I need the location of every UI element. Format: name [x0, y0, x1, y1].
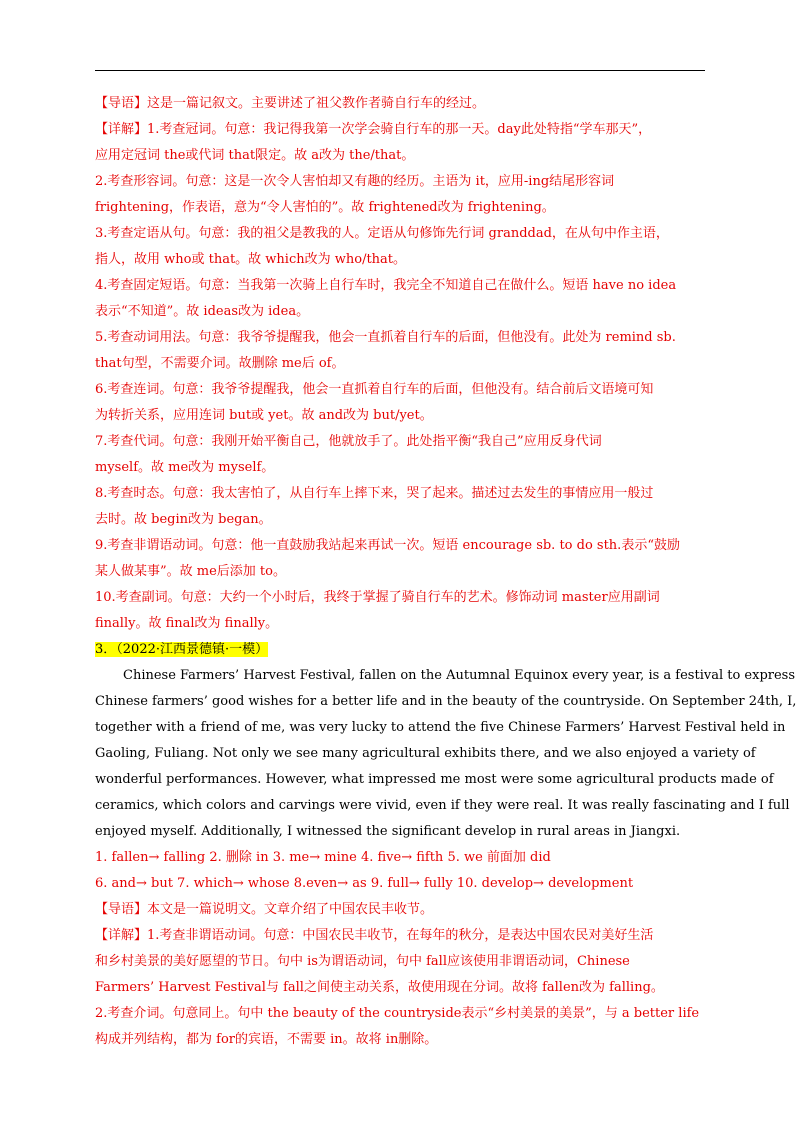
explanation-line: 5.考查动词用法。句意：我爷爷提醒我，他会一直抓着自行车的后面，但他没有。此处为 remind sb. [95, 330, 676, 345]
passage-line: Chinese farmers’ good wishes for a better life and in the beauty of the countryside. On September 24th, I, [95, 694, 797, 709]
intro-line: 【导语】这是一篇记叙文。主要讲述了祖父教作者骑自行车的经过。 [95, 96, 486, 111]
explanation-line: 【详解】1.考查冠词。句意：我记得我第一次学会骑自行车的那一天。day此处特指“学车那天”， [95, 122, 652, 137]
explanation-line: 构成并列结构，都为 for的宾语，不需要 in。故将 in删除。 [95, 1032, 438, 1047]
explanation-line: 2.考查形容词。句意：这是一次令人害怕却又有趣的经历。主语为 it，应用-ing结尾形容词 [95, 174, 615, 189]
explanation-line: frightening，作表语，意为“令人害怕的”。故 frightened改为 frightening。 [95, 200, 555, 215]
explanation-line: 指人，故用 who或 that。故 which改为 who/that。 [95, 252, 407, 267]
question-heading [95, 641, 268, 659]
explanation-line: 【详解】1.考查非谓语动词。句意：中国农民丰收节，在每年的秋分，是表达中国农民对美好生活 [95, 928, 654, 943]
explanation-line: 3.考查定语从句。句意：我的祖父是教我的人。定语从句修饰先行词 granddad，在从句中作主语， [95, 226, 669, 241]
passage-line: Gaoling, Fuliang. Not only we see many agricultural exhibits there, and we also enjoyed a variety of [95, 746, 756, 761]
explanation-line: that句型，不需要介词。故删除 me后 of。 [95, 356, 345, 371]
explanation-line: 8.考查时态。句意：我太害怕了，从自行车上摔下来，哭了起来。描述过去发生的事情应用一般过 [95, 486, 654, 501]
passage-line: together with a friend of me, was very lucky to attend the five Chinese Farmers’ Harvest Festival held in [95, 720, 786, 735]
explanation-line: 6.考查连词。句意：我爷爷提醒我，他会一直抓着自行车的后面，但他没有。结合前后文语境可知 [95, 382, 654, 397]
passage-line: ceramics, which colors and carvings were vivid, even if they were real. It was really fascinating and I full [95, 798, 790, 813]
explanation-line: 9.考查非谓语动词。句意：他一直鼓励我站起来再试一次。短语 encourage sb. to do sth.表示“鼓励 [95, 538, 680, 553]
passage-line: enjoyed myself. Additionally, I witnessed the significant develop in rural areas in Jiangxi. [95, 824, 681, 839]
explanation-line: finally。故 final改为 finally。 [95, 616, 279, 631]
explanation-line: 4.考查固定短语。句意：当我第一次骑上自行车时，我完全不知道自己在做什么。短语 have no idea [95, 278, 677, 293]
passage-line: wonderful performances. However, what impressed me most were some agricultural products made of [95, 772, 774, 787]
explanation-line: Farmers’ Harvest Festival与 fall之间使主动关系，故使用现在分词。故将 fallen改为 falling。 [95, 980, 664, 995]
explanation-line: 为转折关系，应用连词 but或 yet。故 and改为 but/yet。 [95, 408, 433, 423]
explanation-line: myself。故 me改为 myself。 [95, 460, 275, 475]
passage-line: Chinese Farmers’ Harvest Festival, fallen on the Autumnal Equinox every year, is a festival to express [123, 668, 796, 683]
explanation-line: 7.考查代词。句意：我刚开始平衡自己，他就放手了。此处指平衡“我自己”应用反身代词 [95, 434, 602, 449]
explanation-line: 某人做某事”。故 me后添加 to。 [95, 564, 286, 579]
explanation-line: 2.考查介词。句意同上。句中 the beauty of the countryside表示“乡村美景的美景”，与 a better life [95, 1006, 700, 1021]
answer-line: 1. fallen→ falling 2. 删除 in 3. me→ mine 4. five→ fifth 5. we 前面加 did [95, 850, 551, 865]
explanation-line: 表示“不知道”。故 ideas改为 idea。 [95, 304, 310, 319]
explanation-line: 10.考查副词。句意：大约一个小时后，我终于掌握了骑自行车的艺术。修饰动词 master应用副词 [95, 590, 660, 605]
intro-line: 【导语】本文是一篇说明文。文章介绍了中国农民丰收节。 [95, 902, 434, 917]
explanation-line: 和乡村美景的美好愿望的节日。句中 is为谓语动词，句中 fall应该使用非谓语动词，Chinese [95, 954, 630, 969]
question-number: 3． [95, 642, 117, 657]
question-source: （2022·江西景德镇·一模） [116, 642, 269, 657]
header-rule [95, 70, 705, 71]
answer-line: 6. and→ but 7. which→ whose 8.even→ as 9. full→ fully 10. develop→ development [95, 876, 634, 891]
explanation-line: 应用定冠词 the或代词 that限定。故 a改为 the/that。 [95, 148, 415, 163]
explanation-line: 去时。故 begin改为 began。 [95, 512, 272, 527]
